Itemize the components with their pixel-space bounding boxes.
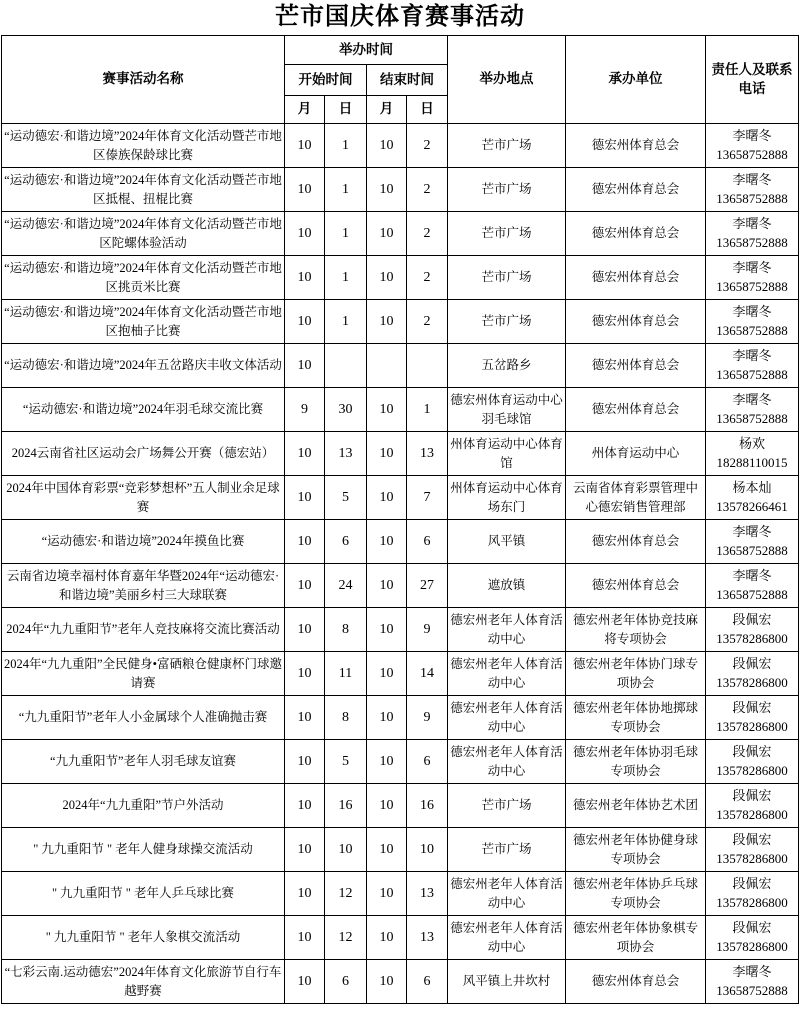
end-month-cell: 10 <box>367 212 407 256</box>
location-cell: 德宏州老年人体育活动中心 <box>448 740 566 784</box>
start-day-cell: 6 <box>325 960 367 1004</box>
end-month-cell <box>367 344 407 388</box>
end-day-cell: 6 <box>407 520 448 564</box>
contact-cell <box>706 300 799 344</box>
contact-name: 杨本灿 <box>732 479 772 495</box>
contact-cell <box>706 608 799 652</box>
table-row <box>2 300 799 344</box>
header-start-month: 月 <box>285 96 325 124</box>
contact-phone: 13658752888 <box>716 234 788 250</box>
end-month-cell: 10 <box>367 124 407 168</box>
end-day-cell: 2 <box>407 168 448 212</box>
contact-name: 段佩宏 <box>732 699 772 715</box>
end-day-cell: 1 <box>407 388 448 432</box>
table-header <box>2 36 799 124</box>
organizer-cell: 德宏州老年体协竞技麻将专项协会 <box>566 608 706 652</box>
end-month-cell: 10 <box>367 476 407 520</box>
contact-phone: 13578286800 <box>716 894 788 910</box>
start-month-cell: 10 <box>285 300 325 344</box>
organizer-cell: 德宏州体育总会 <box>566 520 706 564</box>
end-month-cell: 10 <box>367 432 407 476</box>
contact-name: 段佩宏 <box>732 831 772 847</box>
contact-phone: 13658752888 <box>716 542 788 558</box>
organizer-cell: 州体育运动中心 <box>566 432 706 476</box>
organizer-cell: 德宏州老年体协门球专项协会 <box>566 652 706 696</box>
location-cell: 德宏州老年人体育活动中心 <box>448 916 566 960</box>
start-day-cell: 1 <box>325 124 367 168</box>
contact-cell <box>706 872 799 916</box>
location-cell: 芒市广场 <box>448 828 566 872</box>
event-name-cell: 2024年“九九重阳”全民健身•富硒粮仓健康杯门球邀请赛 <box>2 652 285 696</box>
contact-name: 杨欢 <box>738 435 765 451</box>
start-month-cell: 10 <box>285 476 325 520</box>
end-day-cell: 7 <box>407 476 448 520</box>
contact-phone: 13658752888 <box>716 982 788 998</box>
contact-name: 段佩宏 <box>732 875 772 891</box>
end-day-cell: 2 <box>407 256 448 300</box>
table-row <box>2 476 799 520</box>
end-day-cell: 10 <box>407 828 448 872</box>
header-row-1 <box>2 36 799 65</box>
location-cell: 芒市广场 <box>448 168 566 212</box>
contact-phone: 13578286800 <box>716 630 788 646</box>
location-cell: 州体育运动中心体育馆 <box>448 432 566 476</box>
organizer-cell: 德宏州老年体协艺术团 <box>566 784 706 828</box>
event-name-cell: “运动德宏·和谐边境”2024年体育文化活动暨芒市地区抵棍、扭棍比赛 <box>2 168 285 212</box>
header-organizer: 承办单位 <box>566 36 706 124</box>
start-month-cell: 10 <box>285 344 325 388</box>
organizer-cell: 德宏州老年体协地掷球专项协会 <box>566 696 706 740</box>
end-day-cell: 13 <box>407 872 448 916</box>
event-name-cell: “运动德宏·和谐边境”2024年五岔路庆丰收文体活动 <box>2 344 285 388</box>
table-row <box>2 872 799 916</box>
start-month-cell: 10 <box>285 432 325 476</box>
start-month-cell: 9 <box>285 388 325 432</box>
organizer-cell: 德宏州体育总会 <box>566 564 706 608</box>
end-month-cell: 10 <box>367 740 407 784</box>
start-month-cell: 10 <box>285 520 325 564</box>
end-day-cell: 27 <box>407 564 448 608</box>
organizer-cell: 德宏州体育总会 <box>566 300 706 344</box>
contact-cell <box>706 740 799 784</box>
start-month-cell: 10 <box>285 608 325 652</box>
end-day-cell: 2 <box>407 212 448 256</box>
end-month-cell: 10 <box>367 300 407 344</box>
contact-name: 段佩宏 <box>732 919 772 935</box>
location-cell: 芒市广场 <box>448 784 566 828</box>
start-month-cell: 10 <box>285 256 325 300</box>
start-day-cell: 16 <box>325 784 367 828</box>
contact-name: 李曙冬 <box>732 215 772 231</box>
contact-name: 李曙冬 <box>732 963 772 979</box>
end-month-cell: 10 <box>367 256 407 300</box>
end-day-cell: 9 <box>407 608 448 652</box>
end-month-cell: 10 <box>367 168 407 212</box>
contact-name: 李曙冬 <box>732 567 772 583</box>
header-time-group: 举办时间 <box>285 36 448 65</box>
event-name-cell: “运动德宏·和谐边境”2024年羽毛球交流比赛 <box>2 388 285 432</box>
organizer-cell: 德宏州老年体协健身球专项协会 <box>566 828 706 872</box>
table-row <box>2 388 799 432</box>
end-month-cell: 10 <box>367 608 407 652</box>
end-month-cell: 10 <box>367 388 407 432</box>
contact-phone: 13578286800 <box>716 806 788 822</box>
contact-phone: 13578266461 <box>716 498 788 514</box>
end-month-cell: 10 <box>367 696 407 740</box>
start-day-cell <box>325 344 367 388</box>
contact-cell <box>706 432 799 476</box>
end-month-cell: 10 <box>367 872 407 916</box>
contact-cell <box>706 476 799 520</box>
start-month-cell: 10 <box>285 740 325 784</box>
start-day-cell: 12 <box>325 872 367 916</box>
event-name-cell: 2024年中国体育彩票“竞彩梦想杯”五人制业余足球赛 <box>2 476 285 520</box>
contact-name: 李曙冬 <box>732 171 772 187</box>
contact-cell <box>706 388 799 432</box>
contact-cell <box>706 564 799 608</box>
event-name-cell: 2024年“九九重阳节”老年人竞技麻将交流比赛活动 <box>2 608 285 652</box>
table-row <box>2 564 799 608</box>
event-name-cell: " 九九重阳节 " 老年人象棋交流活动 <box>2 916 285 960</box>
contact-name: 李曙冬 <box>732 259 772 275</box>
contact-phone: 13658752888 <box>716 278 788 294</box>
contact-cell <box>706 784 799 828</box>
location-cell: 遮放镇 <box>448 564 566 608</box>
table-row <box>2 828 799 872</box>
end-month-cell: 10 <box>367 652 407 696</box>
contact-name: 李曙冬 <box>732 303 772 319</box>
event-name-cell: “运动德宏·和谐边境”2024年摸鱼比赛 <box>2 520 285 564</box>
location-cell: 五岔路乡 <box>448 344 566 388</box>
start-month-cell: 10 <box>285 916 325 960</box>
start-month-cell: 10 <box>285 212 325 256</box>
start-day-cell: 1 <box>325 300 367 344</box>
start-month-cell: 10 <box>285 124 325 168</box>
contact-phone: 13578286800 <box>716 762 788 778</box>
events-table-body <box>2 124 799 1004</box>
start-month-cell: 10 <box>285 168 325 212</box>
contact-cell <box>706 916 799 960</box>
end-month-cell: 10 <box>367 916 407 960</box>
end-month-cell: 10 <box>367 520 407 564</box>
contact-phone: 13658752888 <box>716 146 788 162</box>
location-cell: 德宏州老年人体育活动中心 <box>448 652 566 696</box>
contact-name: 段佩宏 <box>732 787 772 803</box>
event-name-cell: " 九九重阳节 " 老年人乒乓球比赛 <box>2 872 285 916</box>
organizer-cell: 德宏州老年体协象棋专项协会 <box>566 916 706 960</box>
start-month-cell: 10 <box>285 784 325 828</box>
header-event-name: 赛事活动名称 <box>2 36 285 124</box>
organizer-cell: 德宏州体育总会 <box>566 344 706 388</box>
location-cell: 德宏州体育运动中心羽毛球馆 <box>448 388 566 432</box>
header-end-time: 结束时间 <box>367 65 448 96</box>
end-month-cell: 10 <box>367 960 407 1004</box>
event-name-cell: 2024云南省社区运动会广场舞公开赛（德宏站） <box>2 432 285 476</box>
start-day-cell: 8 <box>325 696 367 740</box>
events-table <box>1 35 799 1004</box>
contact-phone: 13658752888 <box>716 366 788 382</box>
start-month-cell: 10 <box>285 564 325 608</box>
table-row <box>2 652 799 696</box>
end-day-cell: 13 <box>407 916 448 960</box>
start-month-cell: 10 <box>285 696 325 740</box>
end-day-cell: 14 <box>407 652 448 696</box>
location-cell: 风平镇上井坎村 <box>448 960 566 1004</box>
end-day-cell: 13 <box>407 432 448 476</box>
location-cell: 州体育运动中心体育场东门 <box>448 476 566 520</box>
contact-phone: 13578286800 <box>716 938 788 954</box>
event-name-cell: 云南省边境幸福村体育嘉年华暨2024年“运动德宏·和谐边境”美丽乡村三大球联赛 <box>2 564 285 608</box>
table-row <box>2 432 799 476</box>
contact-phone: 18288110015 <box>716 454 788 470</box>
contact-cell <box>706 828 799 872</box>
organizer-cell: 德宏州体育总会 <box>566 388 706 432</box>
contact-name: 段佩宏 <box>732 611 772 627</box>
location-cell: 芒市广场 <box>448 124 566 168</box>
table-row <box>2 124 799 168</box>
table-row <box>2 784 799 828</box>
location-cell: 德宏州老年人体育活动中心 <box>448 872 566 916</box>
location-cell: 芒市广场 <box>448 256 566 300</box>
organizer-cell: 德宏州老年体协乒乓球专项协会 <box>566 872 706 916</box>
contact-cell <box>706 344 799 388</box>
contact-phone: 13658752888 <box>716 190 788 206</box>
contact-phone: 13658752888 <box>716 322 788 338</box>
start-day-cell: 6 <box>325 520 367 564</box>
event-name-cell: “七彩云南.运动德宏”2024年体育文化旅游节自行车越野赛 <box>2 960 285 1004</box>
location-cell: 德宏州老年人体育活动中心 <box>448 696 566 740</box>
location-cell: 芒市广场 <box>448 300 566 344</box>
organizer-cell: 德宏州体育总会 <box>566 168 706 212</box>
table-row <box>2 960 799 1004</box>
end-day-cell: 9 <box>407 696 448 740</box>
table-row <box>2 696 799 740</box>
contact-name: 段佩宏 <box>732 743 772 759</box>
location-cell: 德宏州老年人体育活动中心 <box>448 608 566 652</box>
start-day-cell: 1 <box>325 168 367 212</box>
start-day-cell: 8 <box>325 608 367 652</box>
table-row <box>2 212 799 256</box>
contact-phone: 13658752888 <box>716 586 788 602</box>
end-day-cell <box>407 344 448 388</box>
start-day-cell: 5 <box>325 476 367 520</box>
contact-phone: 13578286800 <box>716 718 788 734</box>
event-name-cell: “运动德宏·和谐边境”2024年体育文化活动暨芒市地区挑贡米比赛 <box>2 256 285 300</box>
start-day-cell: 11 <box>325 652 367 696</box>
contact-name: 李曙冬 <box>732 347 772 363</box>
contact-cell <box>706 212 799 256</box>
start-day-cell: 12 <box>325 916 367 960</box>
end-day-cell: 6 <box>407 960 448 1004</box>
table-row <box>2 740 799 784</box>
start-day-cell: 10 <box>325 828 367 872</box>
organizer-cell: 德宏州体育总会 <box>566 256 706 300</box>
start-day-cell: 24 <box>325 564 367 608</box>
header-end-day: 日 <box>407 96 448 124</box>
table-row <box>2 520 799 564</box>
contact-cell <box>706 696 799 740</box>
event-name-cell: “九九重阳节”老年人小金属球个人准确抛击赛 <box>2 696 285 740</box>
table-row <box>2 608 799 652</box>
end-day-cell: 2 <box>407 300 448 344</box>
start-month-cell: 10 <box>285 652 325 696</box>
event-name-cell: " 九九重阳节 " 老年人健身球操交流活动 <box>2 828 285 872</box>
contact-cell <box>706 960 799 1004</box>
contact-cell <box>706 520 799 564</box>
table-row <box>2 344 799 388</box>
location-cell: 芒市广场 <box>448 212 566 256</box>
table-row <box>2 168 799 212</box>
organizer-cell: 德宏州体育总会 <box>566 212 706 256</box>
start-month-cell: 10 <box>285 960 325 1004</box>
start-day-cell: 30 <box>325 388 367 432</box>
header-contact: 责任人及联系电话 <box>706 36 799 124</box>
start-day-cell: 13 <box>325 432 367 476</box>
end-day-cell: 6 <box>407 740 448 784</box>
end-month-cell: 10 <box>367 828 407 872</box>
event-name-cell: “运动德宏·和谐边境”2024年体育文化活动暨芒市地区陀螺体验活动 <box>2 212 285 256</box>
start-day-cell: 1 <box>325 256 367 300</box>
header-start-day: 日 <box>325 96 367 124</box>
event-name-cell: 2024年“九九重阳”节户外活动 <box>2 784 285 828</box>
contact-phone: 13578286800 <box>716 850 788 866</box>
contact-phone: 13578286800 <box>716 674 788 690</box>
end-day-cell: 2 <box>407 124 448 168</box>
location-cell: 风平镇 <box>448 520 566 564</box>
contact-name: 李曙冬 <box>732 127 772 143</box>
organizer-cell: 德宏州老年体协羽毛球专项协会 <box>566 740 706 784</box>
contact-name: 李曙冬 <box>732 523 772 539</box>
contact-cell <box>706 652 799 696</box>
organizer-cell: 德宏州体育总会 <box>566 960 706 1004</box>
start-month-cell: 10 <box>285 872 325 916</box>
contact-cell <box>706 124 799 168</box>
header-start-time: 开始时间 <box>285 65 367 96</box>
contact-phone: 13658752888 <box>716 410 788 426</box>
organizer-cell: 云南省体育彩票管理中心德宏销售管理部 <box>566 476 706 520</box>
end-day-cell: 16 <box>407 784 448 828</box>
page-title: 芒市国庆体育赛事活动 <box>275 4 525 30</box>
end-month-cell: 10 <box>367 564 407 608</box>
event-name-cell: “运动德宏·和谐边境”2024年体育文化活动暨芒市地区抱柚子比赛 <box>2 300 285 344</box>
contact-name: 李曙冬 <box>732 391 772 407</box>
contact-cell <box>706 256 799 300</box>
table-row <box>2 916 799 960</box>
end-month-cell: 10 <box>367 784 407 828</box>
start-day-cell: 1 <box>325 212 367 256</box>
header-end-month: 月 <box>367 96 407 124</box>
event-name-cell: “运动德宏·和谐边境”2024年体育文化活动暨芒市地区傣族保龄球比赛 <box>2 124 285 168</box>
table-row <box>2 256 799 300</box>
contact-name: 段佩宏 <box>732 655 772 671</box>
start-month-cell: 10 <box>285 828 325 872</box>
contact-cell <box>706 168 799 212</box>
header-location: 举办地点 <box>448 36 566 124</box>
organizer-cell: 德宏州体育总会 <box>566 124 706 168</box>
event-name-cell: “九九重阳节”老年人羽毛球友谊赛 <box>2 740 285 784</box>
start-day-cell: 5 <box>325 740 367 784</box>
